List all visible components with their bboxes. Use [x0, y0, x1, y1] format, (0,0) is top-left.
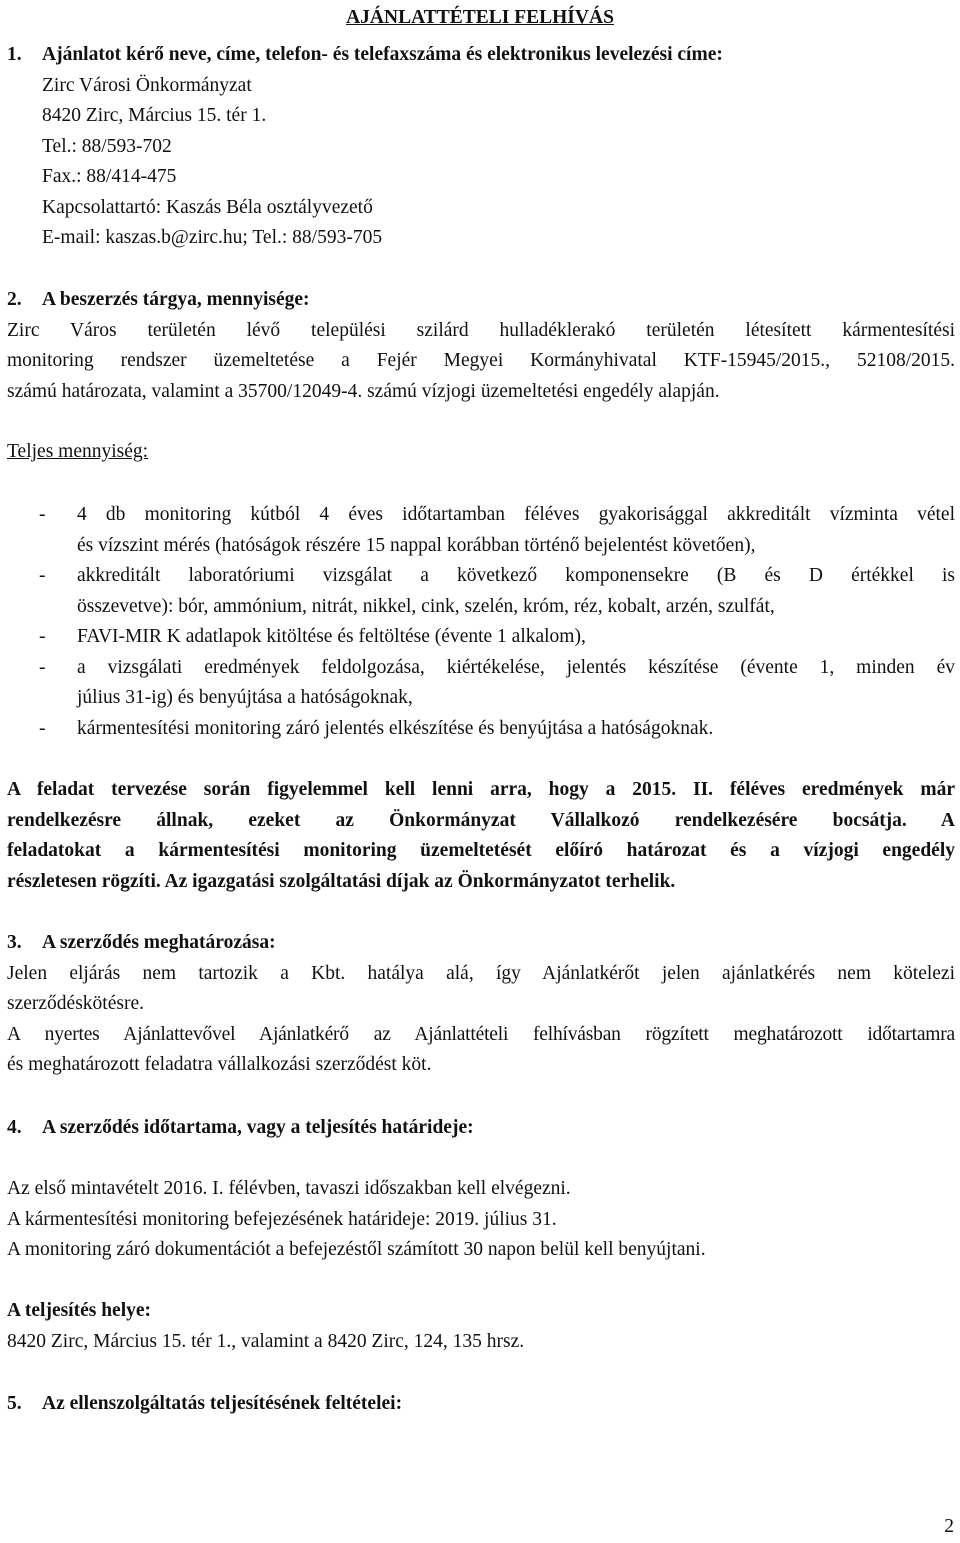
- section-3-title: A szerződés meghatározása:: [42, 932, 276, 953]
- list-item: - 4 db monitoring kútból 4 éves időtartamban féléves gyakorisággal akkreditált vízminta vétel: [39, 504, 955, 525]
- list-item: - FAVI-MIR K adatlapok kitöltése és feltöltése (évente 1 alkalom),: [39, 626, 586, 647]
- section-2: [7, 285, 955, 407]
- task-note: [7, 775, 955, 897]
- contact-person: Kapcsolattartó: Kaszás Béla osztályvezető: [42, 196, 373, 218]
- list-item: - kármentesítési monitoring záró jelentés elkészítése és benyújtása a hatóságoknak.: [39, 717, 714, 739]
- section-5-heading: [7, 1389, 955, 1420]
- section-5: [7, 1389, 955, 1420]
- section-2-heading: [7, 285, 955, 316]
- section-2-title: A beszerzés tárgya, mennyisége:: [42, 289, 310, 310]
- section-1: [7, 40, 955, 254]
- section-3-number: 3.: [7, 932, 22, 953]
- quantity-list: [7, 500, 955, 744]
- task-note-line-2: rendelkezésre állnak, ezeket az Önkormányzat Vállalkozó rendelkezésére bocsátja. A: [7, 809, 955, 831]
- list-item: - a vizsgálati eredmények feldolgozása, kiértékelése, jelentés készítése (évente 1, minden év: [39, 656, 955, 678]
- place-section: [7, 1296, 955, 1357]
- section-1-heading: [7, 40, 955, 71]
- section-2-para-line-2: monitoring rendszer üzemeltetése a Fejér Megyei Kormányhivatal KTF-15945/2015., 52108/2015.: [7, 350, 955, 371]
- total-quantity-label: Teljes mennyiség:: [7, 441, 149, 462]
- section-4-number: 4.: [7, 1117, 22, 1138]
- section-4-line-2: A kármentesítési monitoring befejezésének határideje: 2019. július 31.: [7, 1208, 557, 1230]
- contact-phone: Tel.: 88/593-702: [42, 135, 172, 157]
- section-4-line-3: A monitoring záró dokumentációt a befejezéstől számított 30 napon belül kell benyújtani.: [7, 1239, 706, 1260]
- section-3-line-3: A nyertes Ajánlattevővel Ajánlatkérő az Ajánlattételi felhívásban rögzített meghatározott időtartamra: [7, 1023, 955, 1045]
- section-4: [7, 1113, 955, 1144]
- section-1-title: Ajánlatot kérő neve, címe, telefon- és telefaxszáma és elektronikus levelezési címe:: [42, 44, 723, 65]
- section-3: [7, 928, 955, 1081]
- contact-email: E-mail: kaszas.b@zirc.hu; Tel.: 88/593-705: [42, 227, 383, 248]
- section-3-line-2: szerződéskötésre.: [7, 993, 144, 1014]
- place-heading: A teljesítés helye:: [7, 1300, 152, 1321]
- section-4-title: A szerződés időtartama, vagy a teljesítés határideje:: [42, 1117, 474, 1138]
- section-1-number: 1.: [7, 44, 22, 65]
- list-item-continuation: összevetve): bór, ammónium, nitrát, nikkel, cink, szelén, króm, réz, kobalt, arzén, szulfát,: [77, 595, 775, 617]
- task-note-line-4: részletesen rögzíti. Az igazgatási szolgáltatási díjak az Önkormányzatot terhelik.: [7, 870, 676, 892]
- section-3-line-1: Jelen eljárás nem tartozik a Kbt. hatálya alá, így Ajánlatkérőt jelen ajánlatkérés nem kötelezi: [7, 962, 955, 984]
- place-line: 8420 Zirc, Március 15. tér 1., valamint a 8420 Zirc, 124, 135 hrsz.: [7, 1330, 525, 1352]
- list-item: - akkreditált laboratóriumi vizsgálat a következő komponensekre (B és D értékkel is: [39, 565, 955, 586]
- section-2-para-line-1: Zirc Város területén lévő települési szilárd hulladéklerakó területén létesített kármentesítési: [7, 319, 955, 341]
- contact-organization: Zirc Városi Önkormányzat: [42, 74, 252, 96]
- contact-address: 8420 Zirc, Március 15. tér 1.: [42, 105, 267, 126]
- contact-fax: Fax.: 88/414-475: [42, 166, 177, 187]
- task-note-line-1: A feladat tervezése során figyelemmel kell lenni arra, hogy a 2015. II. féléves eredmények már: [7, 779, 955, 800]
- document-title: AJÁNLATTÉTELI FELHÍVÁS: [346, 7, 614, 28]
- section-4-heading: [7, 1113, 955, 1144]
- section-2-number: 2.: [7, 289, 22, 310]
- page-number: 2: [944, 1516, 954, 1537]
- list-item-continuation: és vízszint mérés (hatóságok részére 15 nappal korábban történő bejelentést követően),: [77, 534, 756, 556]
- section-5-title: Az ellenszolgáltatás teljesítésének feltételei:: [42, 1393, 403, 1414]
- section-3-heading: [7, 928, 955, 959]
- task-note-line-3: feladatokat a kármentesítési monitoring üzemeltetését előíró határozat és a vízjogi engedély: [7, 840, 955, 861]
- section-5-number: 5.: [7, 1393, 22, 1414]
- section-3-line-4: és meghatározott feladatra vállalkozási szerződést köt.: [7, 1054, 432, 1075]
- section-4-body: [7, 1174, 955, 1266]
- section-4-line-1: Az első mintavételt 2016. I. félévben, tavaszi időszakban kell elvégezni.: [7, 1178, 571, 1199]
- section-2-para-line-3: számú határozata, valamint a 35700/12049-4. számú vízjogi üzemeltetési engedély alapján.: [7, 380, 720, 402]
- total-quantity-label-wrap: [7, 437, 955, 468]
- list-item-continuation: július 31-ig) és benyújtása a hatóságoknak,: [77, 687, 413, 708]
